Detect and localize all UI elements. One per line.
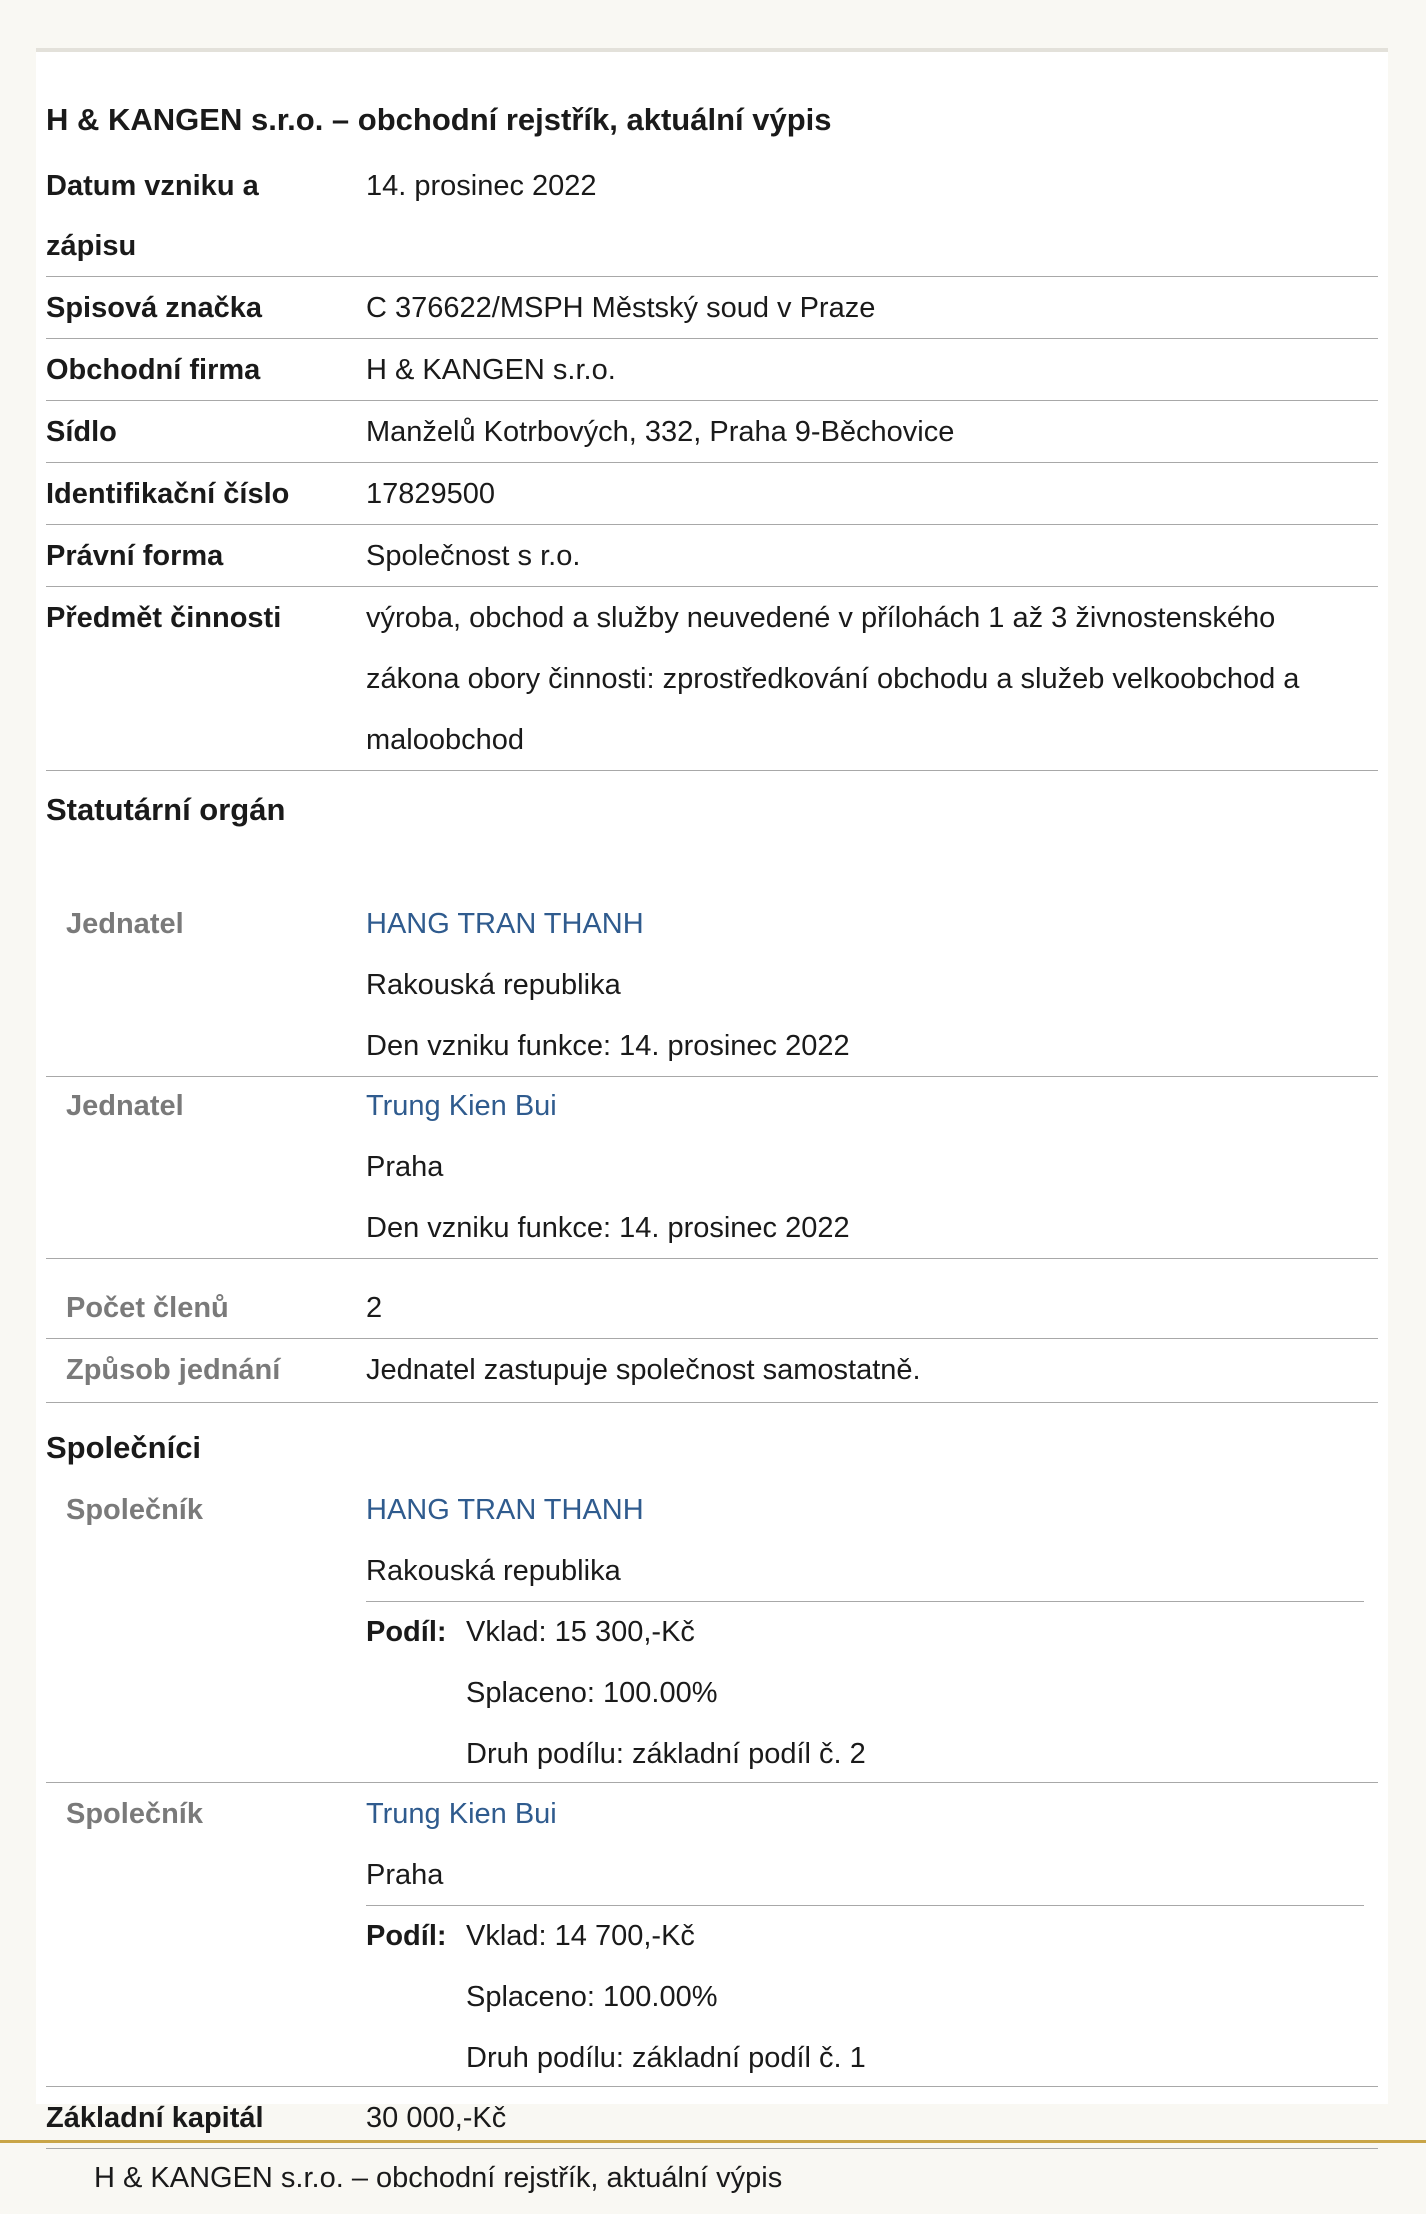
member-place: Rakouská republika xyxy=(366,1555,621,1587)
row-value: Manželů Kotrbových, 332, Praha 9-Běchovice xyxy=(366,416,955,448)
row-label: Způsob jednání xyxy=(66,1354,281,1386)
row-spisova-znacka xyxy=(46,278,1378,339)
row-value: C 376622/MSPH Městský soud v Praze xyxy=(366,292,876,324)
statutarni-member xyxy=(46,894,1378,1077)
podil-details xyxy=(466,1906,866,2089)
row-value: 2 xyxy=(366,1292,383,1324)
member-name-link[interactable]: Trung Kien Bui xyxy=(366,1798,557,1830)
spolecnik-member xyxy=(46,1784,1378,2087)
row-pocet-clenu xyxy=(46,1278,1378,1339)
podil-druh: Druh podílu: základní podíl č. 2 xyxy=(466,1738,866,1770)
row-datum-vzniku xyxy=(46,156,1378,277)
footer-title: H & KANGEN s.r.o. – obchodní rejstřík, aktuální výpis xyxy=(94,2162,783,2194)
row-label: Sídlo xyxy=(46,416,117,448)
spolecnik-member xyxy=(46,1480,1378,1783)
member-name-link[interactable]: HANG TRAN THANH xyxy=(366,1494,644,1526)
member-details xyxy=(366,1784,1346,1906)
member-since: Den vzniku funkce: 14. prosinec 2022 xyxy=(366,1212,850,1244)
podil-splaceno: Splaceno: 100.00% xyxy=(466,1981,718,2013)
row-value-line: maloobchod xyxy=(366,724,524,756)
section-heading-spolecnici: Společníci xyxy=(46,1430,202,1465)
row-sidlo xyxy=(46,402,1378,463)
podil-details xyxy=(466,1602,866,1785)
podil-label: Podíl: xyxy=(366,1616,447,1648)
row-value: 17829500 xyxy=(366,478,496,510)
podil-label: Podíl: xyxy=(366,1920,447,1952)
page-title: H & KANGEN s.r.o. – obchodní rejstřík, aktuální výpis xyxy=(46,102,832,137)
row-label: Základní kapitál xyxy=(46,2102,264,2134)
row-label: Datum vzniku a xyxy=(46,170,259,202)
member-name-link[interactable]: Trung Kien Bui xyxy=(366,1090,557,1122)
podil-vklad: Vklad: 15 300,-Kč xyxy=(466,1616,695,1648)
podil-vklad: Vklad: 14 700,-Kč xyxy=(466,1920,695,1952)
row-label: Právní forma xyxy=(46,540,224,572)
row-value: 14. prosinec 2022 xyxy=(366,170,597,202)
podil-splaceno: Splaceno: 100.00% xyxy=(466,1677,718,1709)
footer-rule xyxy=(0,2140,1426,2143)
member-name-link[interactable]: HANG TRAN THANH xyxy=(366,908,644,940)
member-details xyxy=(366,1076,1346,1259)
statutarni-member xyxy=(46,1076,1378,1259)
member-role: Společník xyxy=(66,1494,203,1526)
row-obchodni-firma xyxy=(46,340,1378,401)
member-role: Jednatel xyxy=(66,908,184,940)
section-heading-statutarni-organ: Statutární orgán xyxy=(46,792,286,827)
member-role: Jednatel xyxy=(66,1090,184,1122)
register-extract-card xyxy=(36,48,1388,2134)
row-label-cont: zápisu xyxy=(46,230,137,262)
row-label: Předmět činnosti xyxy=(46,602,282,634)
row-value: Jednatel zastupuje společnost samostatně. xyxy=(366,1354,921,1386)
row-value-line: zákona obory činnosti: zprostředkování obchodu a služeb velkoobchod a xyxy=(366,663,1300,695)
row-value: H & KANGEN s.r.o. xyxy=(366,354,616,386)
member-place: Rakouská republika xyxy=(366,969,621,1001)
row-pravni-forma xyxy=(46,526,1378,587)
row-label: Identifikační číslo xyxy=(46,478,290,510)
row-label: Počet členů xyxy=(66,1292,229,1324)
member-place: Praha xyxy=(366,1151,444,1183)
row-value: 30 000,-Kč xyxy=(366,2102,507,2134)
row-label: Spisová značka xyxy=(46,292,262,324)
row-label: Obchodní firma xyxy=(46,354,261,386)
member-details xyxy=(366,1480,1346,1602)
podil-druh: Druh podílu: základní podíl č. 1 xyxy=(466,2042,866,2074)
row-predmet-cinnosti xyxy=(46,588,1378,771)
row-value: Společnost s r.o. xyxy=(366,540,581,572)
row-identifikacni-cislo xyxy=(46,464,1378,525)
row-zpusob-jednani xyxy=(46,1340,1378,1403)
member-role: Společník xyxy=(66,1798,203,1830)
member-since: Den vzniku funkce: 14. prosinec 2022 xyxy=(366,1030,850,1062)
member-details xyxy=(366,894,1346,1077)
member-place: Praha xyxy=(366,1859,444,1891)
row-value xyxy=(366,588,1346,771)
row-value-line: výroba, obchod a služby neuvedené v přílohách 1 až 3 živnostenského xyxy=(366,602,1276,634)
